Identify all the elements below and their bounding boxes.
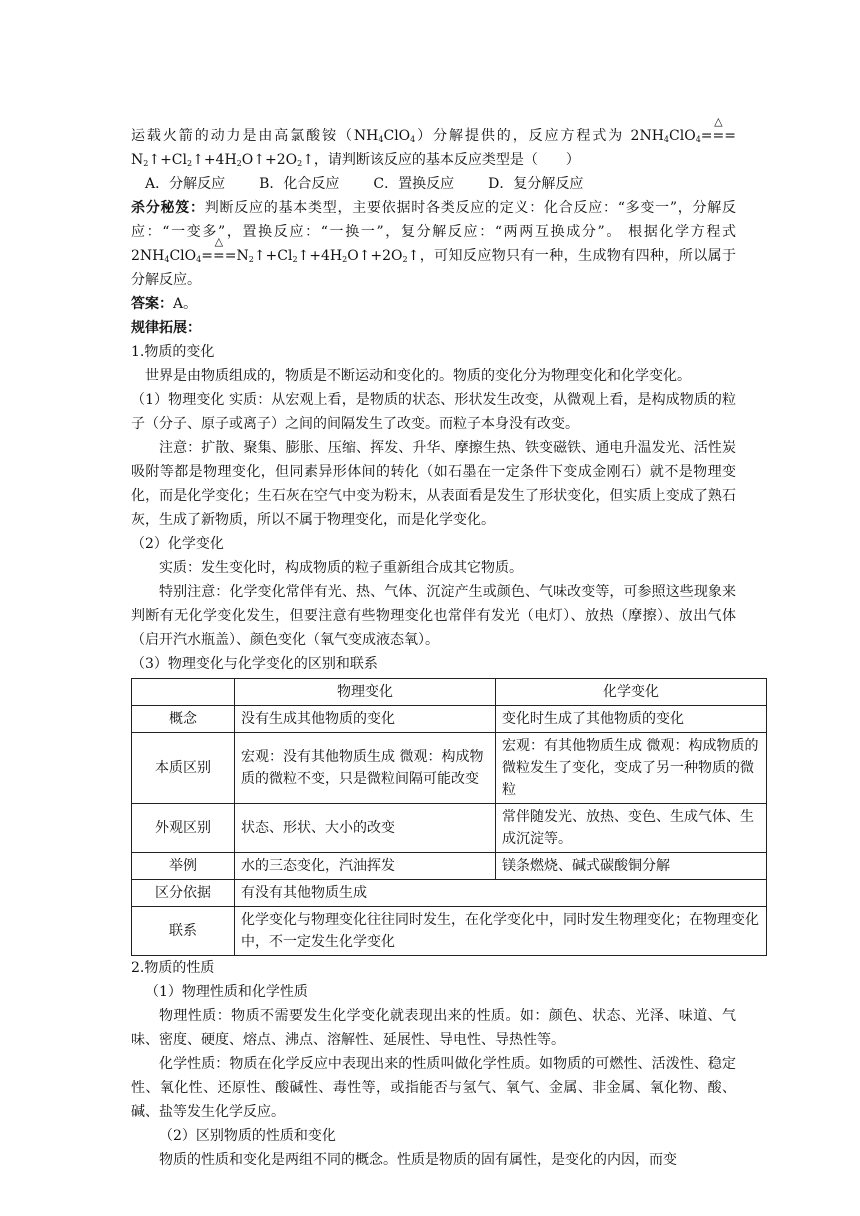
properties-title: （1）物理性质和化学性质 (145, 984, 308, 1000)
table-cell: 宏观：有其他物质生成 微观：构成物质的微粒发生了变化，变成了另一种物质的微粒 (496, 733, 767, 804)
table-row (132, 706, 767, 733)
option-d: D．复分解反应 (488, 176, 584, 192)
section-1-intro: 世界是由物质组成的，物质是不断运动和变化的。物质的变化分为物理变化和化学变化。 (145, 368, 691, 384)
answer-label: 答案： (131, 296, 173, 312)
rules-heading: 规律拓展： (131, 320, 201, 336)
tip-label: 杀分秘笈： (131, 200, 205, 216)
comparison-table (131, 678, 767, 956)
table-cell: 没有生成其他物质的变化 (235, 706, 496, 733)
chemical-property-text: 化学性质：物质在化学反应中表现出来的性质叫做化学性质。如物质的可燃性、活泼性、稳定性、氧化性、还原性、酸碱性、毒性等，或指能否与氢气、氧气、金属、非金属、氧化物、酸、碱、盐等发生化学反应。 (131, 1056, 736, 1120)
tip-paragraph: 杀分秘笈：判断反应的基本类型，主要依据时各类反应的定义：化合反应：“多变一”，分解反应：“一变多”，置换反应：“一换一”，复分解反应：“两两互换成分”。 根据化学方程式 $2NH_4ClO_4\triangle$ $===N_2↑+Cl_2↑+4H_2O↑+2O_2↑$，可知反应物只有一种，生成物有四种，所以属于分解反应。 (131, 196, 736, 292)
table-cell: 化学变化与物理变化往往同时发生，在化学变化中，同时发生物理变化；在物理变化中，不一定发生化学变化 (235, 907, 767, 956)
table-cell: 本质区别 (132, 733, 235, 804)
answer-line (131, 292, 736, 316)
chemical-change-essence: 实质：发生变化时，构成物质的粒子重新组合成其它物质。 (159, 560, 523, 576)
document-page (131, 108, 759, 1172)
distinguish-title: （2）区别物质的性质和变化 (159, 1128, 336, 1144)
physical-change-note: 注意：扩散、聚集、膨胀、压缩、挥发、升华、摩擦生热、铁变磁铁、通电升温发光、活性炭吸附等都是物理变化，但同素异形体间的转化（如石墨在一定条件下变成金刚石）就不是物理变化，而是化学变化；生石灰在空气中变为粉末，从表面看是发生了形状变化，但实质上变成了熟石灰，生成了新物质，所以不属于物理变化，而是化学变化。 (131, 440, 736, 528)
table-cell: 宏观：没有其他物质生成 微观：构成物质的微粒不变，只是微粒间隔可能改变 (235, 733, 496, 804)
table-header-row (132, 679, 767, 706)
section-1-title: 1.物质的变化 (131, 344, 215, 360)
chemical-change-title: （2）化学变化 (131, 536, 224, 552)
option-c: C．置换反应 (373, 176, 455, 192)
table-row (132, 907, 767, 956)
table-row (132, 804, 767, 853)
table-cell: 外观区别 (132, 804, 235, 853)
question-text: 运载火箭的动力是由高氯酸铵$(NH_4ClO_4)$分解提供的，反应方程式为 $2NH_4ClO_4\triangle$ $===N_2↑+Cl_2↑+4H_2O↑+2O_2↑$，请判断该反应的基本反应类型是（ ） (131, 124, 736, 172)
table-cell: 水的三态变化，汽油挥发 (235, 853, 496, 880)
table-cell: 有没有其他物质生成 (235, 880, 767, 907)
table-row (132, 733, 767, 804)
option-a: A．分解反应 (145, 176, 226, 192)
table-row (132, 853, 767, 880)
table-header-cell (132, 679, 235, 706)
physical-property-text: 物理性质：物质不需要发生化学变化就表现出来的性质。如：颜色、状态、光泽、味道、气味、密度、硬度、熔点、沸点、溶解性、延展性、导电性、导热性等。 (131, 1008, 736, 1048)
chemical-change-note: 特别注意：化学变化常伴有光、热、气体、沉淀产生或颜色、气味改变等，可参照这些现象来判断有无化学变化发生，但要注意有些物理变化也常伴有发光（电灯）、放热（摩擦）、放出气体（启开汽水瓶盖）、颜色变化（氧气变成液态氧）。 (131, 584, 736, 648)
heat-symbol: △ === (201, 244, 236, 268)
question-options (131, 172, 736, 196)
table-row (132, 880, 767, 907)
table-cell: 联系 (132, 907, 235, 956)
table-cell: 状态、形状、大小的改变 (235, 804, 496, 853)
table-cell: 区分依据 (132, 880, 235, 907)
table-cell: 常伴随发光、放热、变色、生成气体、生成沉淀等。 (496, 804, 767, 853)
section-2-title: 2.物质的性质 (131, 960, 215, 976)
physical-change-essence: （1）物理变化 实质：从宏观上看，是物质的状态、形状发生改变，从微观上看，是构成物质的粒子（分子、原子或离子）之间的间隔发生了改变。而粒子本身没有改变。 (131, 392, 736, 432)
table-cell: 镁条燃烧、碱式碳酸铜分解 (496, 853, 767, 880)
table-header-cell: 物理变化 (235, 679, 496, 706)
distinguish-text: 物质的性质和变化是两组不同的概念。性质是物质的固有属性，是变化的内因，而变 (159, 1152, 677, 1168)
comparison-title: （3）物理变化与化学变化的区别和联系 (131, 656, 378, 672)
option-b: B．化合反应 (259, 176, 340, 192)
answer-value: A。 (173, 296, 198, 312)
table-cell: 变化时生成了其他物质的变化 (496, 706, 767, 733)
heat-symbol: △ === (701, 124, 736, 148)
table-header-cell: 化学变化 (496, 679, 767, 706)
table-cell: 举例 (132, 853, 235, 880)
table-cell: 概念 (132, 706, 235, 733)
